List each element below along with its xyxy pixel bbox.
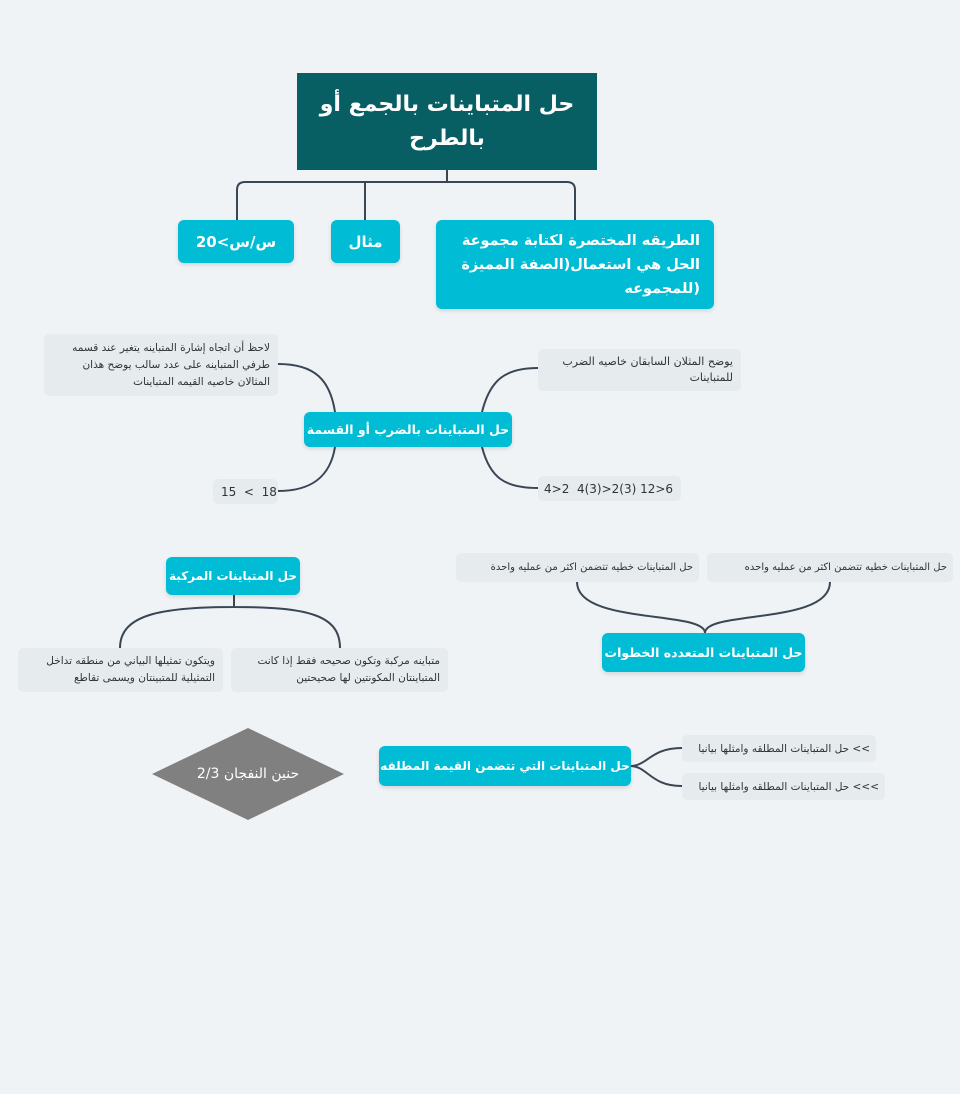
property-note-text: يوضح المثلان السابقان خاصيه الضرب للمتباينات (562, 355, 733, 384)
example-right-text: 4>2 4(3)>2(3) 12>6 (544, 481, 674, 496)
sign-note-text: لاحظ أن اتجاه إشارة المتباينه يتغير عند قسمه طرفي المتباينه على عدد سالب يوضح هذان المثالان خاصيه القيمه المتباينات (72, 341, 270, 388)
example-right (538, 476, 681, 501)
root-connector (237, 170, 575, 222)
absolute-item-a (682, 735, 876, 762)
author-label-text: حنين النفجان 2/3 (196, 766, 300, 782)
example-label: مثال (348, 232, 383, 251)
method-text: الطريقه المختصرة لكتابة مجموعة الحل هي استعمال(الصفة المميزة (للمجموعه (461, 232, 700, 297)
root-node (297, 73, 597, 170)
multistep-item-a-text: حل المتباينات خطيه تتضمن اكثر من عمليه واحده (744, 562, 947, 573)
compound-item-b (18, 648, 223, 692)
multistep-item-b (456, 553, 699, 582)
multistep-item-a (707, 553, 953, 582)
multiply-divide-node (304, 412, 512, 447)
example-left (213, 479, 278, 504)
root-title: حل المتباينات بالجمع أو بالطرح (319, 91, 575, 151)
method-node (436, 220, 714, 309)
multiply-connector-ul (278, 364, 335, 412)
absolute-value-node (379, 746, 631, 786)
formula-text: س/س>20 (195, 232, 277, 251)
multiply-connector-ll (278, 447, 335, 491)
absolute-item-a-text: >> حل المتباينات المطلقه وامثلها بيانيا (698, 742, 870, 755)
multistep-connector (577, 582, 830, 633)
compound-item-b-text: ويتكون تمثيلها البياني من منطقه تداخل التمثيلية للمتبينتان ويسمى تقاطع (46, 655, 215, 684)
absolute-item-b-text: >>> حل المتباينات المطلقه وامثلها بيانيا (698, 780, 879, 793)
multiply-connector-lr (482, 447, 538, 488)
multistep-node (602, 633, 805, 672)
compound-item-a (231, 648, 448, 692)
compound-connector (120, 595, 340, 648)
formula-node (178, 220, 294, 263)
absolute-item-b (682, 773, 885, 800)
example-left-text: 15 < 18 (221, 484, 277, 499)
multistep-title: حل المتباينات المتعدده الخطوات (604, 645, 803, 660)
compound-node (166, 557, 300, 595)
example-node (331, 220, 400, 263)
absolute-value-title: حل المتباينات التي تتضمن القيمة المطلقه (380, 759, 630, 773)
compound-item-a-text: متباينه مركبة وتكون صحيحه فقط إذا كانت المتباينتان المكونتين لها صحيحتين (257, 655, 440, 684)
multiply-divide-title: حل المتباينات بالضرب أو القسمة (306, 422, 510, 437)
compound-title: حل المتباينات المركبة (169, 569, 297, 583)
author-label (152, 748, 344, 800)
multistep-item-b-text: حل المتباينات خطيه تتضمن اكثر من عمليه واحدة (490, 562, 693, 573)
absolute-connector (630, 748, 682, 786)
multiply-connector-ur (482, 368, 538, 412)
property-note (538, 349, 741, 391)
sign-note (44, 334, 278, 396)
